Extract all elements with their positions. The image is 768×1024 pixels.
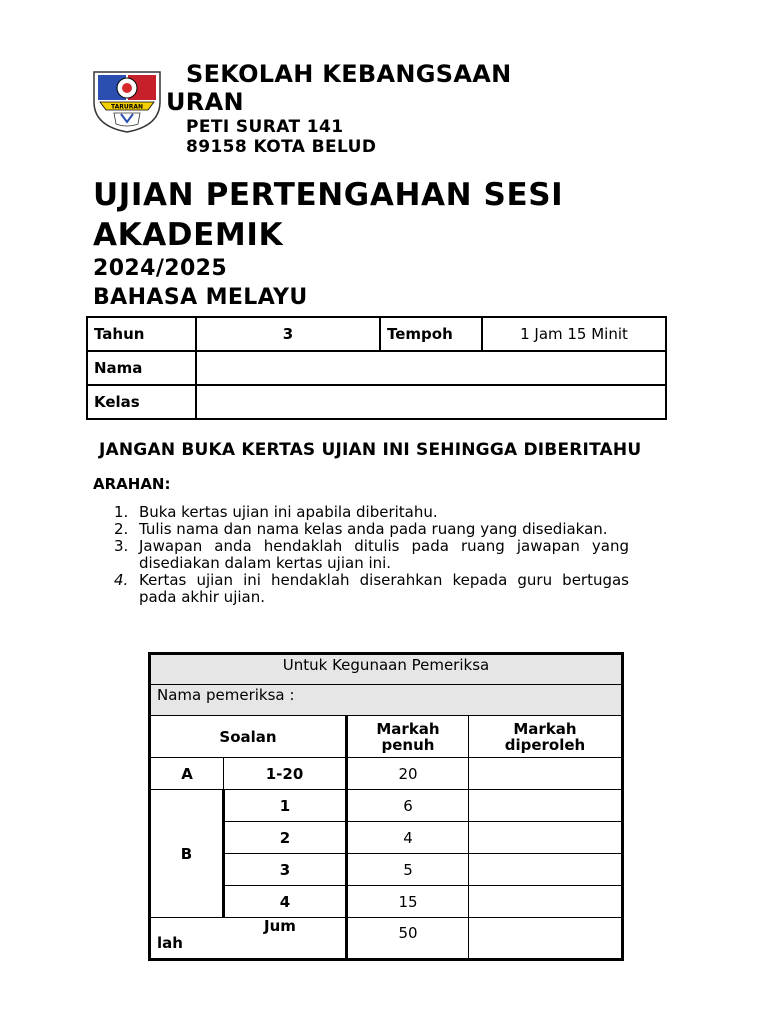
kelas-field[interactable] <box>196 385 666 419</box>
question-obtained-marks[interactable] <box>469 854 623 886</box>
question-full-marks: 15 <box>347 886 469 918</box>
examiner-name-label: Nama pemeriksa : <box>150 685 623 716</box>
list-item-text: Kertas ujian ini hendaklah diserahkan kepada guru bertugas pada akhir ujian. <box>139 571 629 606</box>
col-header-markah-diperoleh: Markah diperoleh <box>469 716 623 758</box>
total-label-part2: lah <box>157 934 183 952</box>
kelas-label: Kelas <box>87 385 196 419</box>
exam-title-line1: UJIAN PERTENGAHAN SESI <box>93 177 564 213</box>
question-number: 3 <box>224 854 347 886</box>
question-number: 1 <box>224 790 347 822</box>
instructions-list <box>114 504 629 606</box>
question-obtained-marks[interactable] <box>469 822 623 854</box>
total-full-marks: 50 <box>347 918 469 960</box>
examiner-table-title: Untuk Kegunaan Pemeriksa <box>150 654 623 685</box>
list-item-number: 3. <box>114 537 129 555</box>
student-info-table <box>86 316 667 420</box>
list-item-text: Buka kertas ujian ini apabila diberitahu. <box>139 503 438 521</box>
tempoh-value: 1 Jam 15 Minit <box>482 317 666 351</box>
exam-year: 2024/2025 <box>93 256 228 281</box>
question-number: 4 <box>224 886 347 918</box>
tahun-value: 3 <box>196 317 380 351</box>
total-label-part1: Jum <box>264 917 296 935</box>
section-a-obtained-marks[interactable] <box>469 758 623 790</box>
address-line2: 89158 KOTA BELUD <box>186 137 377 157</box>
nama-field[interactable] <box>196 351 666 385</box>
list-item <box>114 572 629 606</box>
list-item <box>114 521 629 538</box>
question-obtained-marks[interactable] <box>469 790 623 822</box>
list-item-number: 1. <box>114 503 129 521</box>
section-a-full-marks: 20 <box>347 758 469 790</box>
total-obtained-marks[interactable] <box>469 918 623 960</box>
examiner-table <box>148 652 624 961</box>
school-logo <box>88 64 166 134</box>
list-item-text: Jawapan anda hendaklah ditulis pada ruang jawapan yang disediakan dalam kertas ujian ini. <box>139 537 629 572</box>
tempoh-label: Tempoh <box>380 317 482 351</box>
question-full-marks: 5 <box>347 854 469 886</box>
list-item <box>114 538 629 572</box>
tahun-label: Tahun <box>87 317 196 351</box>
school-name-line2: URAN <box>166 88 244 116</box>
section-a-range: 1-20 <box>224 758 347 790</box>
exam-title-line2: AKADEMIK <box>93 217 284 253</box>
list-item <box>114 504 629 521</box>
nama-label: Nama <box>87 351 196 385</box>
address-line1: PETI SURAT 141 <box>186 117 344 137</box>
total-label <box>150 918 347 960</box>
question-full-marks: 4 <box>347 822 469 854</box>
instructions-title: ARAHAN: <box>93 475 171 493</box>
warning-text: JANGAN BUKA KERTAS UJIAN INI SEHINGGA DIBERITAHU <box>99 440 642 460</box>
section-b-label: B <box>150 790 224 918</box>
question-obtained-marks[interactable] <box>469 886 623 918</box>
exam-subject: BAHASA MELAYU <box>93 285 308 310</box>
school-name-line1: SEKOLAH KEBANGSAAN <box>186 60 512 88</box>
section-a-label: A <box>150 758 224 790</box>
list-item-text: Tulis nama dan nama kelas anda pada ruang yang disediakan. <box>139 520 608 538</box>
col-header-markah-penuh: Markah penuh <box>347 716 469 758</box>
col-header-soalan: Soalan <box>150 716 347 758</box>
question-full-marks: 6 <box>347 790 469 822</box>
list-item-number: 2. <box>114 520 129 538</box>
question-number: 2 <box>224 822 347 854</box>
list-item-number: 4. <box>114 571 129 589</box>
logo-text: TARURAN <box>110 103 144 111</box>
